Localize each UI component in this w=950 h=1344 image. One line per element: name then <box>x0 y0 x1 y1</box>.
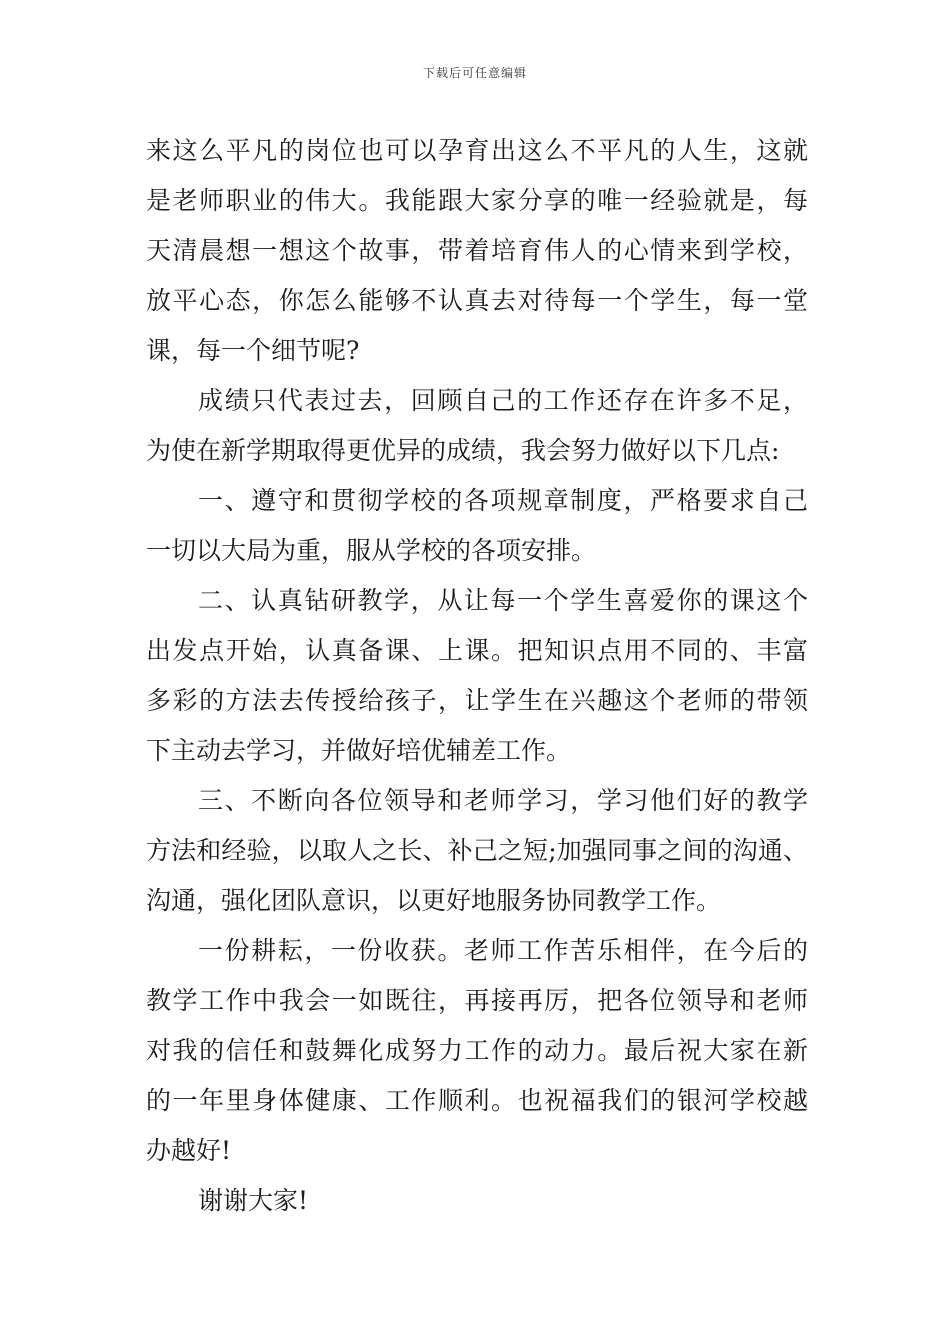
text-line: 多彩的方法去传授给孩子，让学生在兴趣这个老师的带领 <box>146 686 808 715</box>
text-line: 下主动去学习，并做好培优辅差工作。 <box>146 736 572 765</box>
text-line: 三、不断向各位领导和老师学习，学习他们好的教学 <box>198 786 808 815</box>
text-line: 二、认真钻研教学，从让每一个学生喜爱你的课这个 <box>198 586 808 615</box>
text-line: 是老师职业的伟大。我能跟大家分享的唯一经验就是，每 <box>146 186 808 215</box>
text-line: 放平心态，你怎么能够不认真去对待每一个学生，每一堂 <box>146 286 808 315</box>
text-line: 一、遵守和贯彻学校的各项规章制度，严格要求自己 <box>198 486 808 515</box>
text-line: 一切以大局为重，服从学校的各项安排。 <box>146 536 597 565</box>
text-line: 的一年里身体健康、工作顺利。也祝福我们的银河学校越 <box>146 1086 808 1115</box>
text-line: 为使在新学期取得更优异的成绩，我会努力做好以下几点: <box>146 436 780 465</box>
text-line: 来这么平凡的岗位也可以孕育出这么不平凡的人生，这就 <box>146 136 808 165</box>
text-line: 出发点开始，认真备课、上课。把知识点用不同的、丰富 <box>146 636 808 665</box>
text-line: 方法和经验，以取人之长、补己之短;加强同事之间的沟通、 <box>146 836 808 865</box>
text-line: 谢谢大家! <box>198 1186 309 1215</box>
text-line: 课，每一个细节呢? <box>146 336 360 365</box>
text-line: 成绩只代表过去，回顾自己的工作还存在许多不足， <box>198 386 808 415</box>
text-line: 教学工作中我会一如既往，再接再厉，把各位领导和老师 <box>146 986 808 1015</box>
document-body <box>146 126 808 1226</box>
page-header: 下载后可任意编辑 <box>422 66 527 80</box>
text-line: 办越好! <box>146 1136 232 1165</box>
text-line: 沟通，强化团队意识，以更好地服务协同教学工作。 <box>146 886 722 915</box>
text-line: 对我的信任和鼓舞化成努力工作的动力。最后祝大家在新 <box>146 1036 808 1065</box>
text-line: 天清晨想一想这个故事，带着培育伟人的心情来到学校， <box>146 236 808 265</box>
text-line: 一份耕耘，一份收获。老师工作苦乐相伴，在今后的 <box>198 936 808 965</box>
